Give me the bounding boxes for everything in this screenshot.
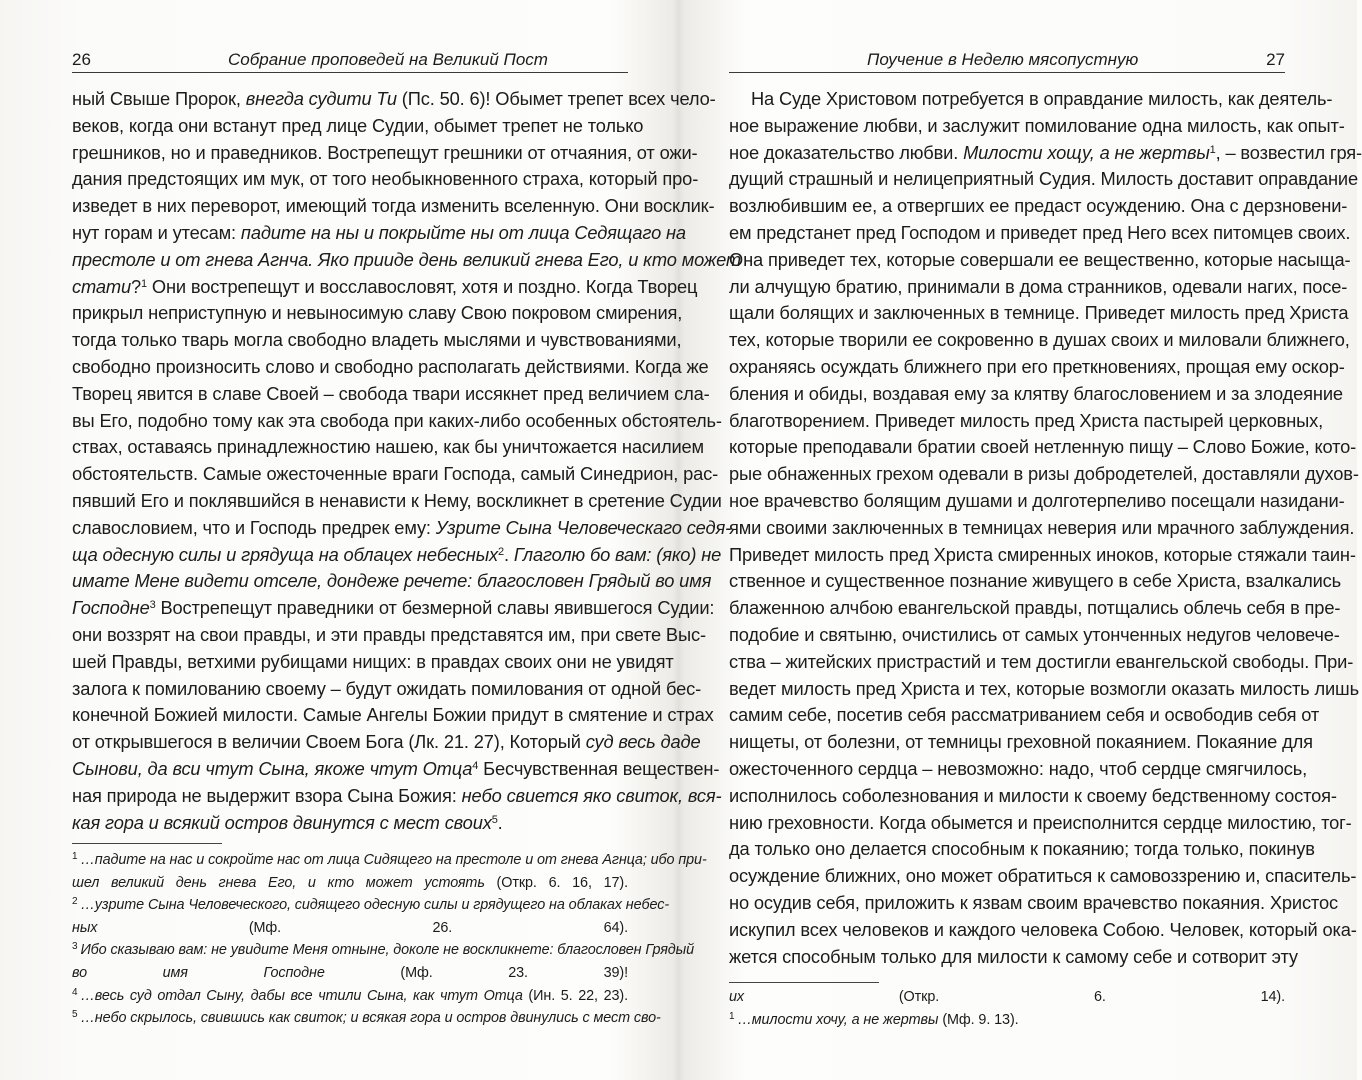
text-run: блаженною алчбою евангельской правды, потщались облечь себя в пре- [729, 597, 1341, 619]
footnote-marker: 5 [72, 1009, 78, 1021]
body-line [729, 381, 1343, 408]
text-run: (Мф. 26. 64). [97, 919, 628, 936]
text-run: кая гора и всякий остров двинутся с мест своих [72, 811, 492, 833]
body-line [729, 890, 1338, 917]
body-line [72, 86, 716, 113]
text-run: ственное и существенное познание живущего в себе Христа, взалкались [729, 570, 1342, 592]
body-line [729, 274, 1348, 301]
body-line [729, 247, 1351, 274]
text-run: дания предстоящих им мук, от того необыкновенного страха, который про- [72, 168, 699, 190]
text-run: грешников, но и праведников. Вострепещут грешники от отчаяния, от ожи- [72, 141, 698, 163]
text-run: . [503, 543, 514, 565]
text-run: Милости хощу, а не жертвы [963, 141, 1210, 163]
footnote-line [72, 849, 707, 872]
body-line [72, 622, 706, 649]
text-run: от открывшегося в величии Своем Бога (Лк. 21. 27), Который [72, 731, 586, 753]
body-line [729, 140, 1362, 167]
body-line [72, 193, 715, 220]
body-line [72, 140, 698, 167]
text-run: …милости хочу, а не жертвы [737, 1011, 939, 1028]
body-line [72, 300, 683, 327]
text-run: небо свиется яко свиток, вся- [461, 784, 722, 806]
right-running-header [729, 46, 1285, 73]
left-footnote-rule [72, 843, 222, 844]
text-run: ожесточенного сердца – невозможно: надо, чтоб сердце смягчилось, [729, 757, 1308, 779]
body-line [72, 810, 628, 837]
text-run: прикрыл неприступную и невыносимую славу Свою покровом смирения, [72, 302, 683, 324]
body-line [729, 568, 1342, 595]
text-run: благотворением. Приведет милость пред Христа пастырей церковных, [729, 409, 1324, 431]
body-line [72, 676, 702, 703]
footnote-line [72, 894, 670, 917]
text-run: ща одесную силы и грядуща на облацех небесных [72, 543, 498, 565]
body-line [72, 595, 715, 622]
text-run: (Откр. 6. 16, 17). [484, 874, 628, 891]
body-line [729, 622, 1340, 649]
body-line [729, 917, 1357, 944]
text-run: подобие и святыню, очистились от самых утонченных недугов человече- [729, 623, 1340, 645]
text-run: тогда только тварь могла свободно владеть мыслями и чувствованиями, [72, 329, 682, 351]
text-run: Сынови, да вси чтут Сына, якоже чтут Отца [72, 757, 473, 779]
body-line [729, 408, 1324, 435]
body-line [729, 220, 1351, 247]
text-run: Творец явится в славе Своей – свобода твари иссякнет пред величием сла- [72, 382, 710, 404]
text-run: бления и обиды, воздавая ему за клятву благословением и за злодеяние [729, 382, 1343, 404]
text-run: ли алчущую братию, принимали в дома странников, одевали нагих, посе- [729, 275, 1348, 297]
text-run: престоле и от гнева Агнча. Яко прииде день великий гнева Его, и кто может [72, 248, 742, 270]
text-run: ведет милость пред Христа и тех, которые возмогли оказать милость лишь [729, 677, 1359, 699]
text-run: (Пс. 50. 6)! Обымет трепет всех чело- [396, 88, 716, 109]
text-run: …весь суд отдал Сыну, дабы все чтили Сына, как чтут Отца [80, 987, 523, 1004]
footnote-marker: 2 [72, 896, 78, 908]
text-run: ная природа не выдержит взора Сына Божия: [72, 784, 462, 806]
footnote-marker: 3 [149, 599, 156, 612]
text-run: осуждение ближних, оно может обратиться к самовоззрению и, спаситель- [729, 865, 1357, 887]
text-run: нут горам и утесам: [72, 221, 241, 243]
text-run: веков, когда они встанут пред лице Судии, обымет трепет не только [72, 114, 644, 136]
text-run: падите на ны и покрыйте ны от лица Седящаго на [240, 221, 686, 243]
text-run: рые обнаженных грехом одевали в ризы добродетелей, доставляли духов- [729, 463, 1359, 485]
footnote-line [729, 1009, 1285, 1032]
body-line [72, 408, 722, 435]
body-line [729, 434, 1357, 461]
text-run: их [729, 989, 744, 1005]
right-body-text [729, 86, 1362, 970]
text-run: да только оно делается способным к покаянию; тогда только, покинув [729, 838, 1315, 860]
right-footnotes [729, 986, 1285, 1031]
text-run: (Мф. 23. 39)! [324, 964, 628, 981]
footnote-marker: 1 [72, 851, 78, 862]
left-body-text [72, 86, 742, 836]
text-run: Бесчувственная веществен- [478, 757, 720, 779]
text-run: возлюбившим ее, а отвергших ее предаст осуждению. Она с дерзновени- [729, 195, 1348, 217]
right-page [729, 0, 1362, 1080]
text-run: Глаголю бо вам: (яко) не [513, 543, 722, 565]
body-line [729, 86, 1333, 113]
body-line [72, 247, 742, 274]
body-line [72, 542, 722, 569]
text-run: Приведет милость пред Христа смиренных иноков, которые стяжали таин- [729, 543, 1356, 565]
footnote-line [72, 917, 628, 940]
body-line [72, 729, 701, 756]
text-run: На Суде Христовом потребуется в оправдание милость, как деятель- [751, 88, 1333, 109]
text-run: нию греховности. Когда обымется и преисполнится сердце милостию, тог- [729, 811, 1352, 833]
text-run: тех, которые творили ее сокровенно в душах своих и миловали ближнего, [729, 329, 1350, 351]
body-line [72, 220, 686, 247]
text-run: пявший Его и поклявшийся в ненависти к Нему, воскликнет в сретение Судии [72, 489, 722, 511]
text-run: . [497, 811, 503, 833]
text-run: которые преподавали братии своей нетленную пищу – Слово Божие, кото- [729, 436, 1357, 458]
body-line [729, 461, 1359, 488]
body-line [729, 756, 1308, 783]
text-run: шел великий день гнева Его, и кто может устоять [72, 874, 485, 891]
body-line [72, 434, 704, 461]
body-line [729, 193, 1348, 220]
text-run: ствах, оставаясь принадлежностию нашею, как бы уничтожается насилием [72, 436, 704, 458]
right-running-title: Поучение в Неделю мясопустную [867, 50, 1139, 69]
text-run: ное доказательство любви. [729, 141, 964, 163]
footnote-marker: 1 [729, 1010, 735, 1022]
body-line [729, 836, 1315, 863]
text-run: суд весь даде [585, 731, 701, 753]
body-line [729, 327, 1350, 354]
text-run: самим себе, посетив себя рассматриванием себя и освободив себя от [729, 704, 1320, 726]
body-line [72, 783, 722, 810]
footnote-marker: 2 [497, 545, 504, 558]
text-run: обстоятельств. Самые ожесточенные враги Господа, самый Синедрион, рас- [72, 463, 719, 485]
text-run: Она приведет тех, которые совершали ее вещественно, которые насыща- [729, 248, 1351, 270]
footnote-line [72, 939, 695, 962]
body-line [72, 354, 709, 381]
text-run: жется способным только для милости к самому себе и сотворит эту [729, 945, 1298, 967]
body-line [72, 756, 720, 783]
footnote-line [72, 1007, 661, 1030]
text-run: (Откр. 6. 14). [744, 989, 1285, 1005]
left-page-number: 26 [72, 50, 91, 69]
body-line [729, 783, 1337, 810]
text-run: , – возвестил гря- [1215, 141, 1362, 163]
body-line [72, 166, 699, 193]
body-line [729, 863, 1357, 890]
body-line [729, 488, 1345, 515]
text-run: искупил всех человеков и каждого человека Собою. Человек, который ока- [729, 918, 1357, 940]
body-line [72, 649, 674, 676]
text-run: (Ин. 5. 22, 23). [522, 987, 628, 1004]
footnote-line [72, 872, 628, 895]
text-run: во имя Господне [72, 964, 325, 981]
left-running-title: Собрание проповедей на Великий Пост [228, 50, 548, 69]
body-line [729, 166, 1358, 193]
body-line [729, 702, 1320, 729]
text-run: Господне [72, 597, 150, 619]
text-run: изведет в них переворот, имеющий тогда изменить вселенную. Они восклик- [72, 195, 715, 217]
text-run: но осудив себя, приложить к язвам своим врачевство покаяния. Христос [729, 891, 1338, 913]
text-run: свободно произносить слово и свободно располагать действиями. Когда же [72, 355, 709, 377]
left-footnotes [72, 849, 707, 1030]
text-run: внегда судити Ти [245, 88, 397, 109]
text-run: ных [72, 919, 98, 936]
footnote-marker: 1 [1209, 143, 1216, 156]
body-line [72, 381, 710, 408]
text-run: славословием, что и Господь предрек ему: [72, 516, 436, 538]
body-line [729, 729, 1313, 756]
text-run: охраняясь осуждать ближнего при его преткновениях, прощая ему оскор- [729, 355, 1345, 377]
body-line [72, 461, 719, 488]
body-line [729, 515, 1355, 542]
body-line [72, 568, 712, 595]
body-line [72, 515, 732, 542]
body-line [729, 113, 1345, 140]
text-run: шей Правды, ветхими рубищами нищих: в правдах своих они не увидят [72, 650, 674, 672]
left-running-header [72, 46, 628, 73]
text-run: …падите на нас и сокройте нас от лица Сидящего на престоле и от гнева Агнца; ибо при- [80, 852, 707, 868]
body-line [72, 274, 698, 301]
body-line [729, 595, 1341, 622]
footnote-marker: 3 [72, 941, 78, 953]
footnote-marker: 4 [472, 759, 479, 772]
text-run: …небо скрылось, свившись как свиток; и всякая гора и остров двинулись с мест сво- [80, 1010, 661, 1027]
text-run: исполнилось соболезнования и милости к своему бедственному состоя- [729, 784, 1337, 806]
text-run: (Мф. 9. 13). [938, 1011, 1019, 1028]
text-run: ства – житейских пристрастий и тем достигли евангельской свободы. При- [729, 650, 1354, 672]
text-run: щали болящих и заключенных в темнице. Приведет милость пред Христа [729, 302, 1349, 324]
body-line [72, 113, 644, 140]
text-run: ное выражение любви, и заслужит помилование одна милость, как опыт- [729, 114, 1345, 136]
text-run: Ибо сказываю вам: не увидите Меня отныне, доколе не воскликнете: благословен Грядый [80, 942, 695, 959]
text-run: дущий страшный и нелицеприятный Судия. Милость доставит оправдание [729, 168, 1358, 190]
text-run: ем предстанет пред Господом и приведет пред Него всех питомцев своих. [729, 221, 1351, 243]
left-page [72, 0, 742, 1080]
text-run: Узрите Сына Человеческаго седя- [435, 516, 732, 538]
footnote-marker: 1 [141, 277, 147, 290]
text-run: ное врачевство болящим душами и долготерпеливо посещали назидани- [729, 489, 1345, 511]
footnote-marker: 5 [491, 813, 498, 826]
text-run: ? [130, 275, 142, 297]
right-page-number: 27 [1266, 50, 1285, 69]
text-run: Вострепещут праведники от безмерной славы явившегося Судии: [155, 597, 715, 619]
body-line [729, 354, 1345, 381]
text-run: залога к помилованию своему – будут ожидать помилования от одной бес- [72, 677, 702, 699]
body-line [72, 702, 714, 729]
right-footnote-rule [729, 982, 879, 983]
text-run: нищеты, от болезни, от темницы греховной покаянием. Покаяние для [729, 731, 1313, 753]
text-run: они воззрят на свои правды, и эти правды представятся им, при свете Выс- [72, 623, 706, 645]
body-line [72, 488, 722, 515]
body-line [729, 810, 1352, 837]
body-line [72, 327, 682, 354]
text-run: стати [72, 275, 131, 297]
text-run: ями своими заключенных в темницах неверия или мрачного заблуждения. [729, 516, 1355, 538]
body-line [729, 649, 1354, 676]
text-run: вы Его, подобно тому как эта свобода при каких-либо особенных обстоятель- [72, 409, 722, 431]
text-run: имате Мене видети отселе, дондеже речете: благословен Грядый во имя [72, 570, 712, 592]
text-run: Они вострепещут и восславословят, хотя и поздно. Когда Творец [146, 275, 698, 297]
body-line [729, 944, 1298, 971]
footnote-line [72, 985, 628, 1008]
footnote-line [729, 986, 1285, 1009]
body-line [729, 676, 1359, 703]
text-run: ный Свыше Пророк, [72, 88, 246, 109]
footnote-marker: 4 [72, 986, 78, 998]
body-line [729, 300, 1349, 327]
text-run: …узрите Сына Человеческого, сидящего одесную силы и грядущего на облаках небес- [80, 897, 670, 914]
footnote-line [72, 962, 628, 985]
text-run: конечной Божией милости. Самые Ангелы Божии придут в смятение и страх [72, 704, 714, 726]
body-line [729, 542, 1356, 569]
